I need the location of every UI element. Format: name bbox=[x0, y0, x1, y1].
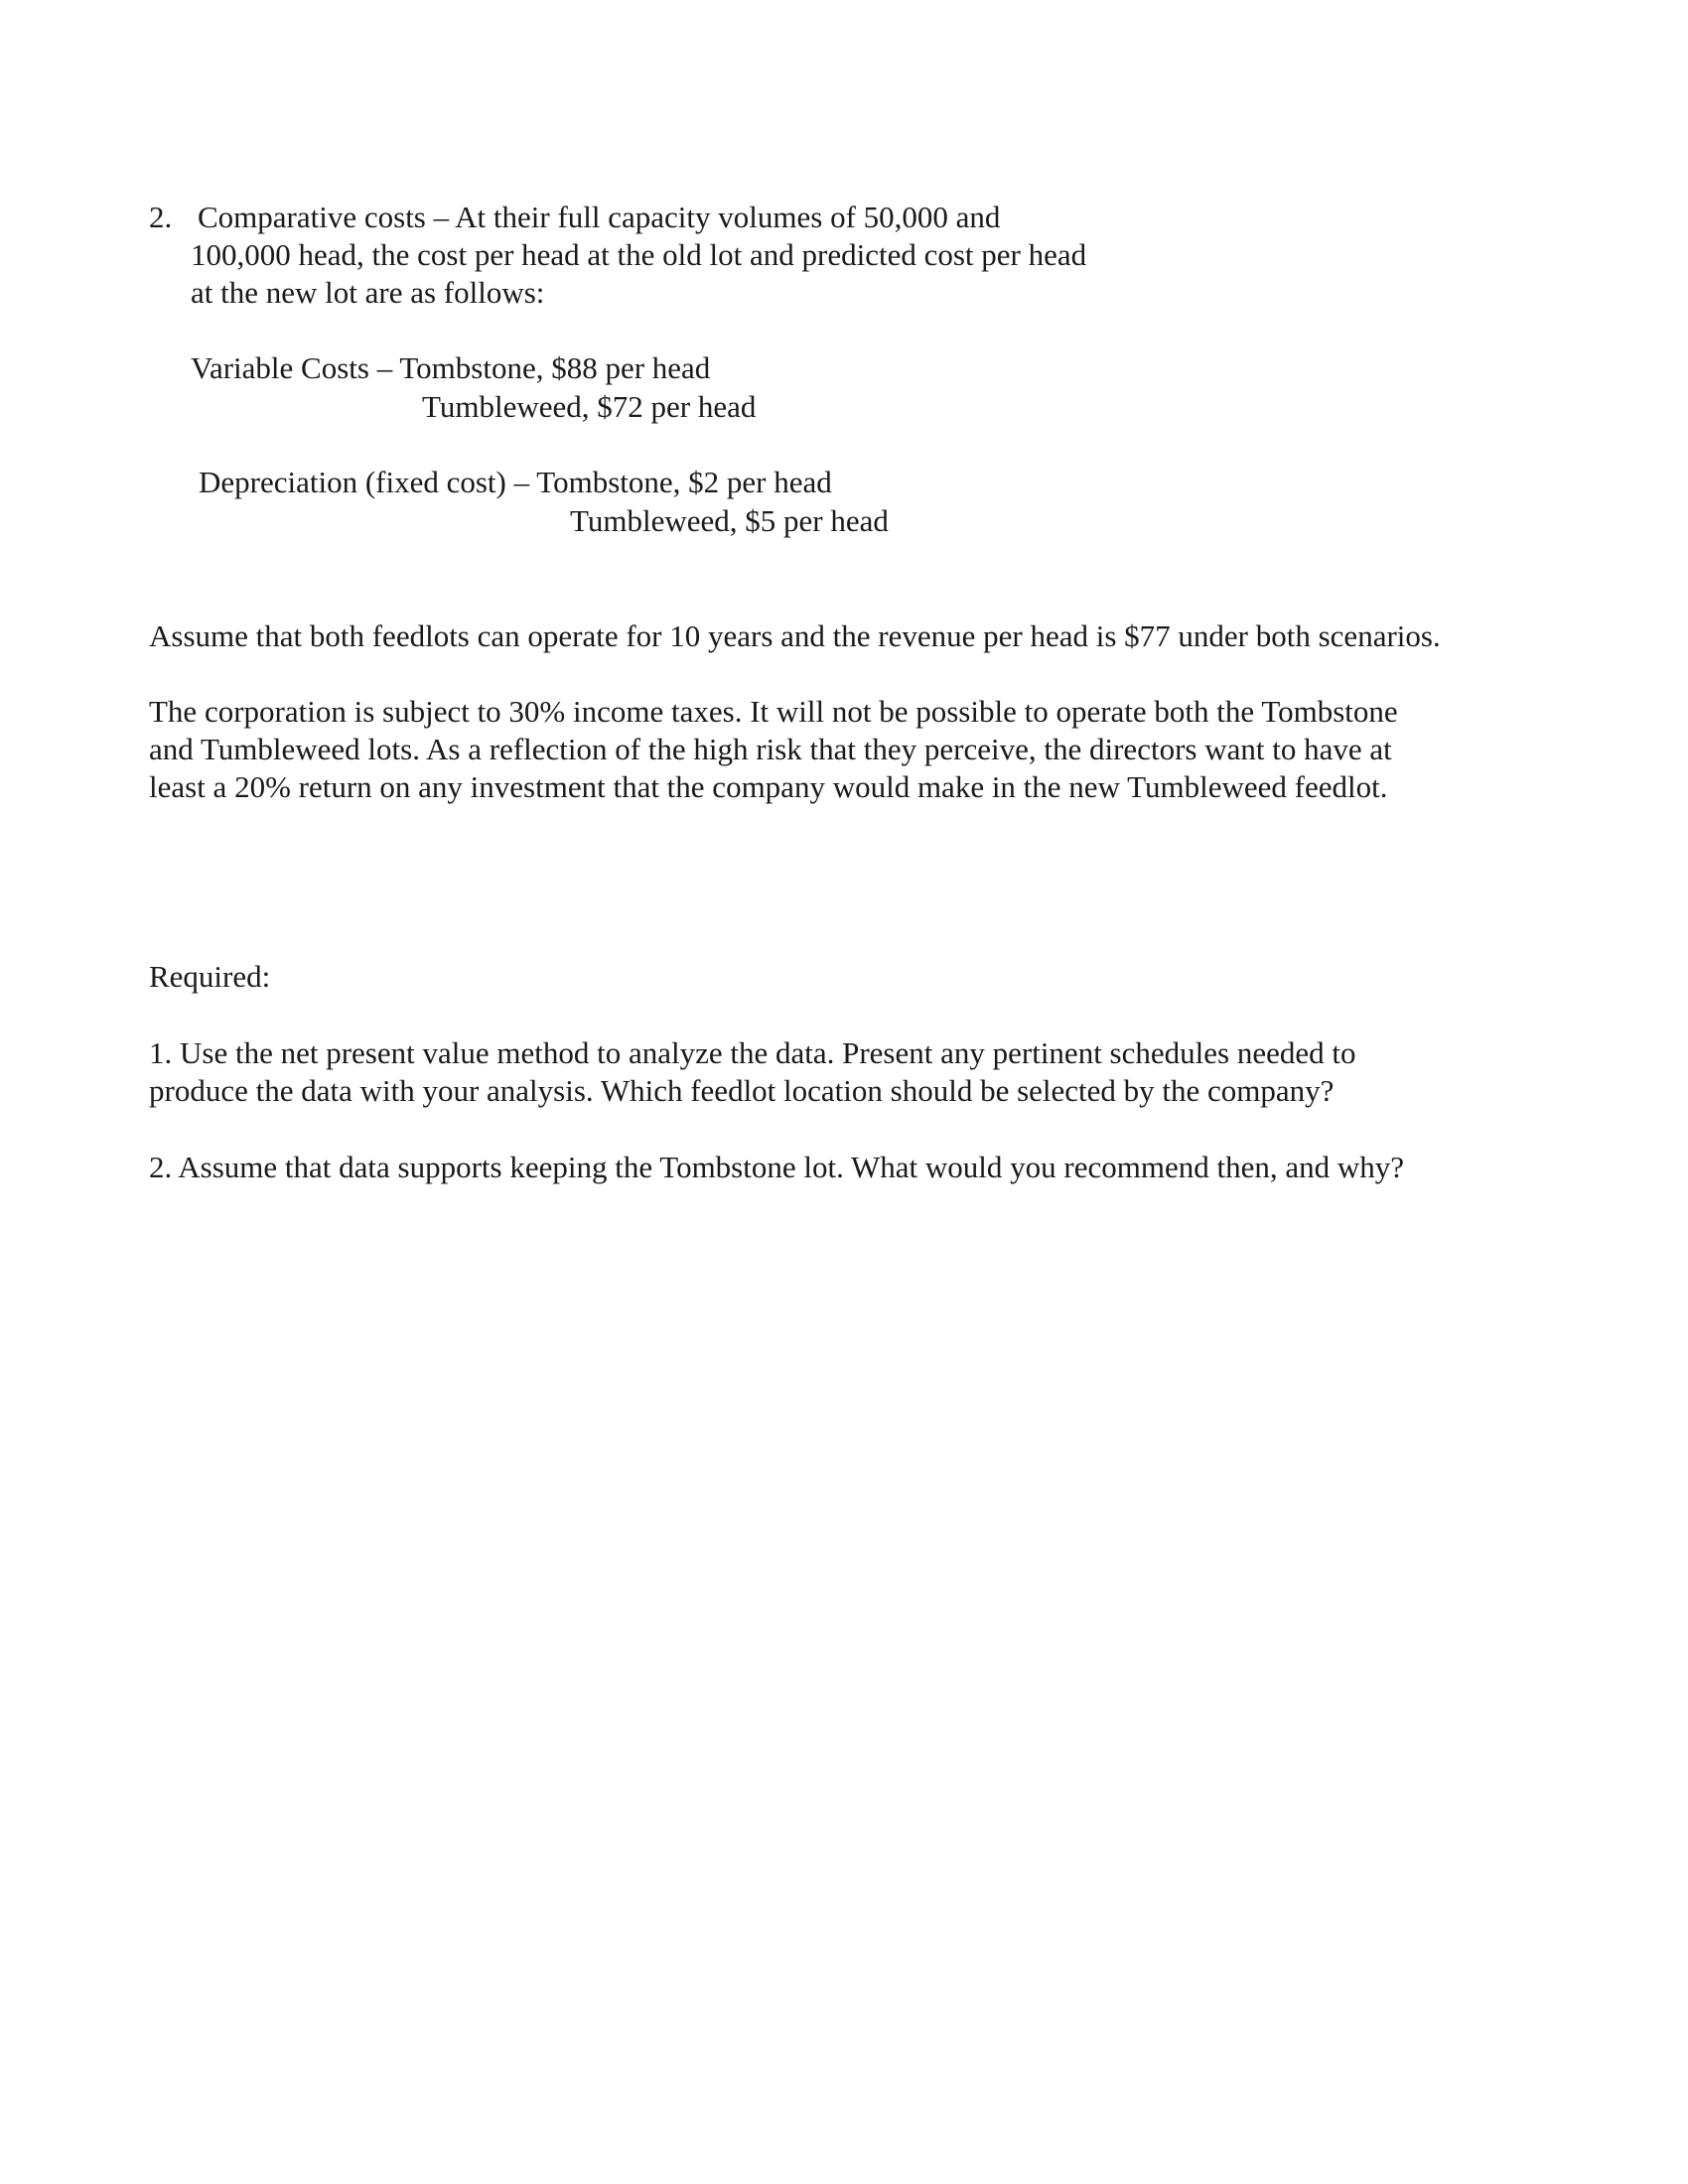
tax-paragraph-line2: and Tumbleweed lots. As a reflection of the high risk that they perceive, the directors want to have at bbox=[149, 732, 1392, 766]
item2-line3: at the new lot are as follows: bbox=[191, 275, 545, 310]
tax-paragraph-line3: least a 20% return on any investment that the company would make in the new Tumbleweed feedlot. bbox=[149, 769, 1388, 804]
depreciation-line2: Tumbleweed, $5 per head bbox=[570, 503, 889, 538]
item2-number: 2. bbox=[149, 200, 173, 234]
depreciation-line1: Depreciation (fixed cost) – Tombstone, $2 per head bbox=[199, 465, 832, 499]
item2-line1 bbox=[149, 199, 1000, 236]
required-heading: Required: bbox=[149, 959, 271, 994]
variable-costs-line2: Tumbleweed, $72 per head bbox=[422, 389, 757, 424]
tax-paragraph-line1: The corporation is subject to 30% income taxes. It will not be possible to operate both the Tombstone bbox=[149, 694, 1398, 729]
item2-line2: 100,000 head, the cost per head at the old lot and predicted cost per head bbox=[191, 237, 1087, 272]
variable-costs-line1: Variable Costs – Tombstone, $88 per head bbox=[191, 350, 711, 385]
assumption-paragraph: Assume that both feedlots can operate for 10 years and the revenue per head is $77 under both scenarios. bbox=[149, 618, 1441, 653]
required-item1-line2: produce the data with your analysis. Which feedlot location should be selected by the company? bbox=[149, 1073, 1335, 1108]
required-item1-line1: 1. Use the net present value method to analyze the data. Present any pertinent schedules needed to bbox=[149, 1035, 1356, 1070]
item2-line1-text: Comparative costs – At their full capacity volumes of 50,000 and bbox=[198, 200, 1001, 234]
required-item2-line1: 2. Assume that data supports keeping the Tombstone lot. What would you recommend then, and why? bbox=[149, 1150, 1405, 1184]
